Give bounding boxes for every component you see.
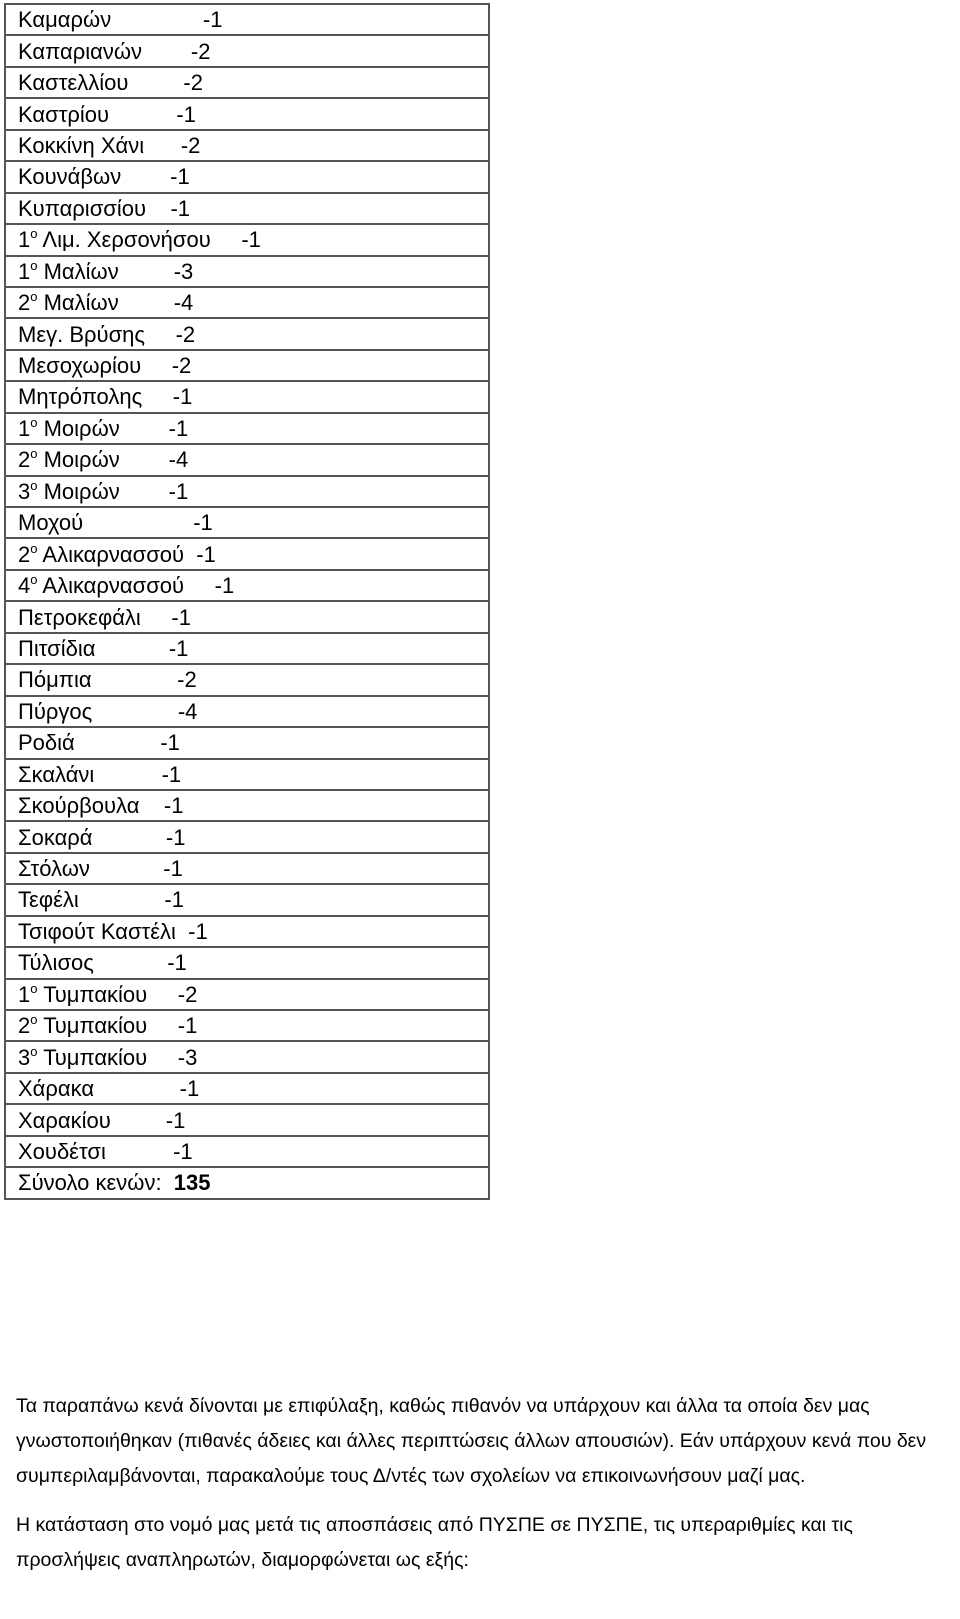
school-name: Κυπαρισσίου [18, 195, 147, 221]
school-cell [5, 35, 489, 66]
school-ordinal: 1 [18, 258, 31, 284]
school-name: Πόμπια [18, 667, 92, 693]
table-row [5, 821, 489, 852]
table-row [5, 193, 489, 224]
table-row [5, 1073, 489, 1104]
vacancy-count: -1 [164, 887, 184, 913]
school-cell [5, 476, 489, 507]
school-cell [5, 1136, 489, 1167]
table-row [5, 696, 489, 727]
status-intro-paragraph: Η κατάσταση στο νομό μας μετά τις αποσπάσεις από ΠΥΣΠΕ σε ΠΥΣΠΕ, τις υπεραριθμίες και τις προσλήψεις αναπληρωτών, διαμορφώνεται ως εξής: [16, 1514, 853, 1571]
vacancy-count: -1 [214, 573, 235, 599]
school-cell [5, 224, 489, 255]
school-cell [5, 916, 489, 947]
school-cell [5, 601, 489, 632]
school-cell [5, 633, 489, 664]
school-cell [5, 790, 489, 821]
school-cell [5, 130, 489, 161]
table-row [5, 287, 489, 318]
school-cell [5, 256, 489, 287]
school-name: Τεφέλι [18, 887, 79, 913]
vacancy-count: -1 [168, 415, 189, 441]
school-cell [5, 570, 489, 601]
table-row [5, 256, 489, 287]
vacancy-count: -4 [173, 290, 194, 316]
table-row [5, 1104, 489, 1135]
table-row [5, 601, 489, 632]
vacancy-count: -1 [241, 227, 261, 253]
vacancy-count: -1 [176, 101, 196, 127]
table-row [5, 1136, 489, 1167]
table-row [5, 1041, 489, 1072]
vacancy-count: -2 [183, 70, 203, 96]
table-row [5, 538, 489, 569]
vacancy-count: -4 [168, 447, 189, 473]
school-cell [5, 381, 489, 412]
school-cell [5, 1010, 489, 1041]
school-name: Πύργος [18, 698, 93, 724]
school-ordinal: 2 [18, 447, 31, 473]
school-name: Καστελλίου [18, 70, 129, 96]
school-name: Χάρακα [18, 1076, 95, 1102]
school-name: Καστρίου [18, 101, 110, 127]
school-cell [5, 884, 489, 915]
vacancy-count: -1 [165, 1107, 186, 1133]
school-cell [5, 507, 489, 538]
school-name: Σκαλάνι [18, 761, 95, 787]
vacancy-count: -1 [171, 604, 191, 630]
school-cell [5, 444, 489, 475]
vacancy-count: -1 [179, 1076, 200, 1102]
ordinal-suffix: ο [30, 1043, 38, 1059]
table-row [5, 947, 489, 978]
school-name: Σοκαρά [18, 824, 93, 850]
table-row [5, 790, 489, 821]
school-cell [5, 193, 489, 224]
school-ordinal: 2 [18, 290, 31, 316]
table-row [5, 633, 489, 664]
table-row [5, 570, 489, 601]
vacancy-count: -1 [172, 384, 193, 410]
school-cell [5, 4, 489, 35]
school-name: Χουδέτσι [18, 1138, 106, 1164]
school-cell [5, 1104, 489, 1135]
table-row [5, 476, 489, 507]
table-row [5, 727, 489, 758]
vacancy-count: -2 [171, 353, 192, 379]
vacancy-count: -1 [202, 7, 223, 33]
school-cell [5, 1041, 489, 1072]
vacancy-table-body [5, 4, 489, 1199]
vacancy-count: -4 [177, 698, 198, 724]
table-row [5, 35, 489, 66]
school-name: Τύλισος [18, 950, 94, 976]
table-row [5, 979, 489, 1010]
school-cell [5, 98, 489, 129]
school-cell [5, 853, 489, 884]
school-ordinal: 1 [18, 227, 31, 253]
school-cell [5, 821, 489, 852]
school-name: Καμαρών [18, 7, 112, 33]
table-row [5, 1010, 489, 1041]
school-ordinal: 4 [18, 573, 31, 599]
disclaimer-paragraph: Τα παραπάνω κενά δίνονται με επιφύλαξη, καθώς πιθανόν να υπάρχουν και άλλα τα οποία δεν μας γνωστοποιήθηκαν (πιθανές άδειες και άλλες περιπτώσεις άλλων απουσιών). Εάν υπάρχουν κενά που δεν συμπεριλαμβάνονται, παρακαλούμε τους Δ/ντές των σχολείων να επικοινωνήσουν μαζί μας. [16, 1395, 927, 1487]
vacancy-count: -2 [177, 981, 198, 1007]
vacancy-count: -1 [170, 164, 190, 190]
school-name: Λιμ. Χερσονήσου [42, 227, 211, 253]
table-row [5, 853, 489, 884]
vacancy-count: -1 [168, 635, 189, 661]
school-cell [5, 287, 489, 318]
total-cell [5, 1167, 489, 1198]
school-cell [5, 413, 489, 444]
vacancy-count: -1 [173, 1138, 193, 1164]
table-row [5, 98, 489, 129]
school-cell [5, 1073, 489, 1104]
ordinal-suffix: ο [30, 540, 38, 556]
table-row [5, 381, 489, 412]
vacancy-count: -1 [163, 856, 183, 882]
vacancy-count: -1 [188, 918, 208, 944]
table-row [5, 444, 489, 475]
school-ordinal: 3 [18, 1044, 31, 1070]
school-ordinal: 3 [18, 478, 31, 504]
school-name: Τυμπακίου [43, 1044, 148, 1070]
ordinal-suffix: ο [30, 477, 38, 493]
school-name: Στόλων [18, 856, 90, 882]
school-cell [5, 67, 489, 98]
table-row [5, 350, 489, 381]
school-name: Χαρακίου [18, 1107, 111, 1133]
vacancy-count: -1 [161, 761, 182, 787]
school-name: Μαλίων [43, 258, 119, 284]
table-row [5, 759, 489, 790]
school-cell [5, 350, 489, 381]
school-ordinal: 2 [18, 1013, 31, 1039]
vacancy-count: -2 [177, 667, 197, 693]
ordinal-suffix: ο [30, 226, 38, 242]
table-row [5, 130, 489, 161]
ordinal-suffix: ο [30, 414, 38, 430]
school-cell [5, 947, 489, 978]
vacancy-count: -3 [177, 1044, 198, 1070]
school-name: Τυμπακίου [43, 1013, 148, 1039]
vacancy-count: -1 [167, 950, 187, 976]
ordinal-suffix: ο [30, 1012, 38, 1028]
total-value: 135 [173, 1170, 211, 1196]
school-vacancies-table [4, 3, 490, 1200]
school-cell [5, 696, 489, 727]
school-ordinal: 1 [18, 415, 31, 441]
school-name: Τυμπακίου [43, 981, 148, 1007]
vacancy-count: -1 [168, 478, 189, 504]
total-label: Σύνολο κενών: [18, 1170, 162, 1196]
table-row [5, 161, 489, 192]
school-name: Μαλίων [43, 290, 119, 316]
school-name: Κουνάβων [18, 164, 122, 190]
school-ordinal: 2 [18, 541, 31, 567]
school-name: Τσιφούτ Καστέλι [18, 918, 176, 944]
school-ordinal: 1 [18, 981, 31, 1007]
school-cell [5, 161, 489, 192]
table-row [5, 318, 489, 349]
school-name: Αλικαρνασσού [42, 541, 185, 567]
school-name: Μητρόπολης [18, 384, 143, 410]
school-name: Μεσοχωρίου [18, 353, 142, 379]
ordinal-suffix: ο [30, 446, 38, 462]
vacancy-count: -1 [165, 824, 186, 850]
table-row [5, 4, 489, 35]
vacancy-count: -1 [193, 510, 213, 536]
school-cell [5, 979, 489, 1010]
vacancy-count: -1 [163, 793, 184, 819]
school-cell [5, 727, 489, 758]
table-row [5, 664, 489, 695]
school-name: Μοχού [18, 510, 84, 536]
school-name: Μοιρών [43, 447, 120, 473]
ordinal-suffix: ο [30, 289, 38, 305]
school-name: Πιτσίδια [18, 635, 96, 661]
vacancy-count: -2 [190, 38, 211, 64]
total-row [5, 1167, 489, 1198]
school-name: Αλικαρνασσού [42, 573, 185, 599]
ordinal-suffix: ο [30, 572, 38, 588]
school-cell [5, 318, 489, 349]
ordinal-suffix: ο [30, 980, 38, 996]
school-name: Σκούρβουλα [18, 793, 140, 819]
table-row [5, 67, 489, 98]
table-row [5, 507, 489, 538]
school-name: Μοιρών [43, 478, 120, 504]
vacancy-count: -1 [160, 730, 180, 756]
notes-section [16, 1389, 946, 1578]
vacancy-count: -1 [170, 195, 191, 221]
school-cell [5, 538, 489, 569]
vacancy-count: -1 [196, 541, 216, 567]
school-name: Μεγ. Βρύσης [18, 321, 145, 347]
vacancy-count: -1 [177, 1013, 198, 1039]
school-name: Ροδιά [18, 730, 75, 756]
table-row [5, 916, 489, 947]
table-row [5, 224, 489, 255]
school-cell [5, 664, 489, 695]
table-row [5, 413, 489, 444]
school-name: Πετροκεφάλι [18, 604, 141, 630]
vacancy-count: -2 [180, 132, 201, 158]
school-name: Μοιρών [43, 415, 120, 441]
school-name: Καπαριανών [18, 38, 143, 64]
school-name: Κοκκίνη Χάνι [18, 132, 145, 158]
school-cell [5, 759, 489, 790]
ordinal-suffix: ο [30, 257, 38, 273]
table-row [5, 884, 489, 915]
vacancy-count: -2 [175, 321, 196, 347]
vacancy-count: -3 [173, 258, 194, 284]
